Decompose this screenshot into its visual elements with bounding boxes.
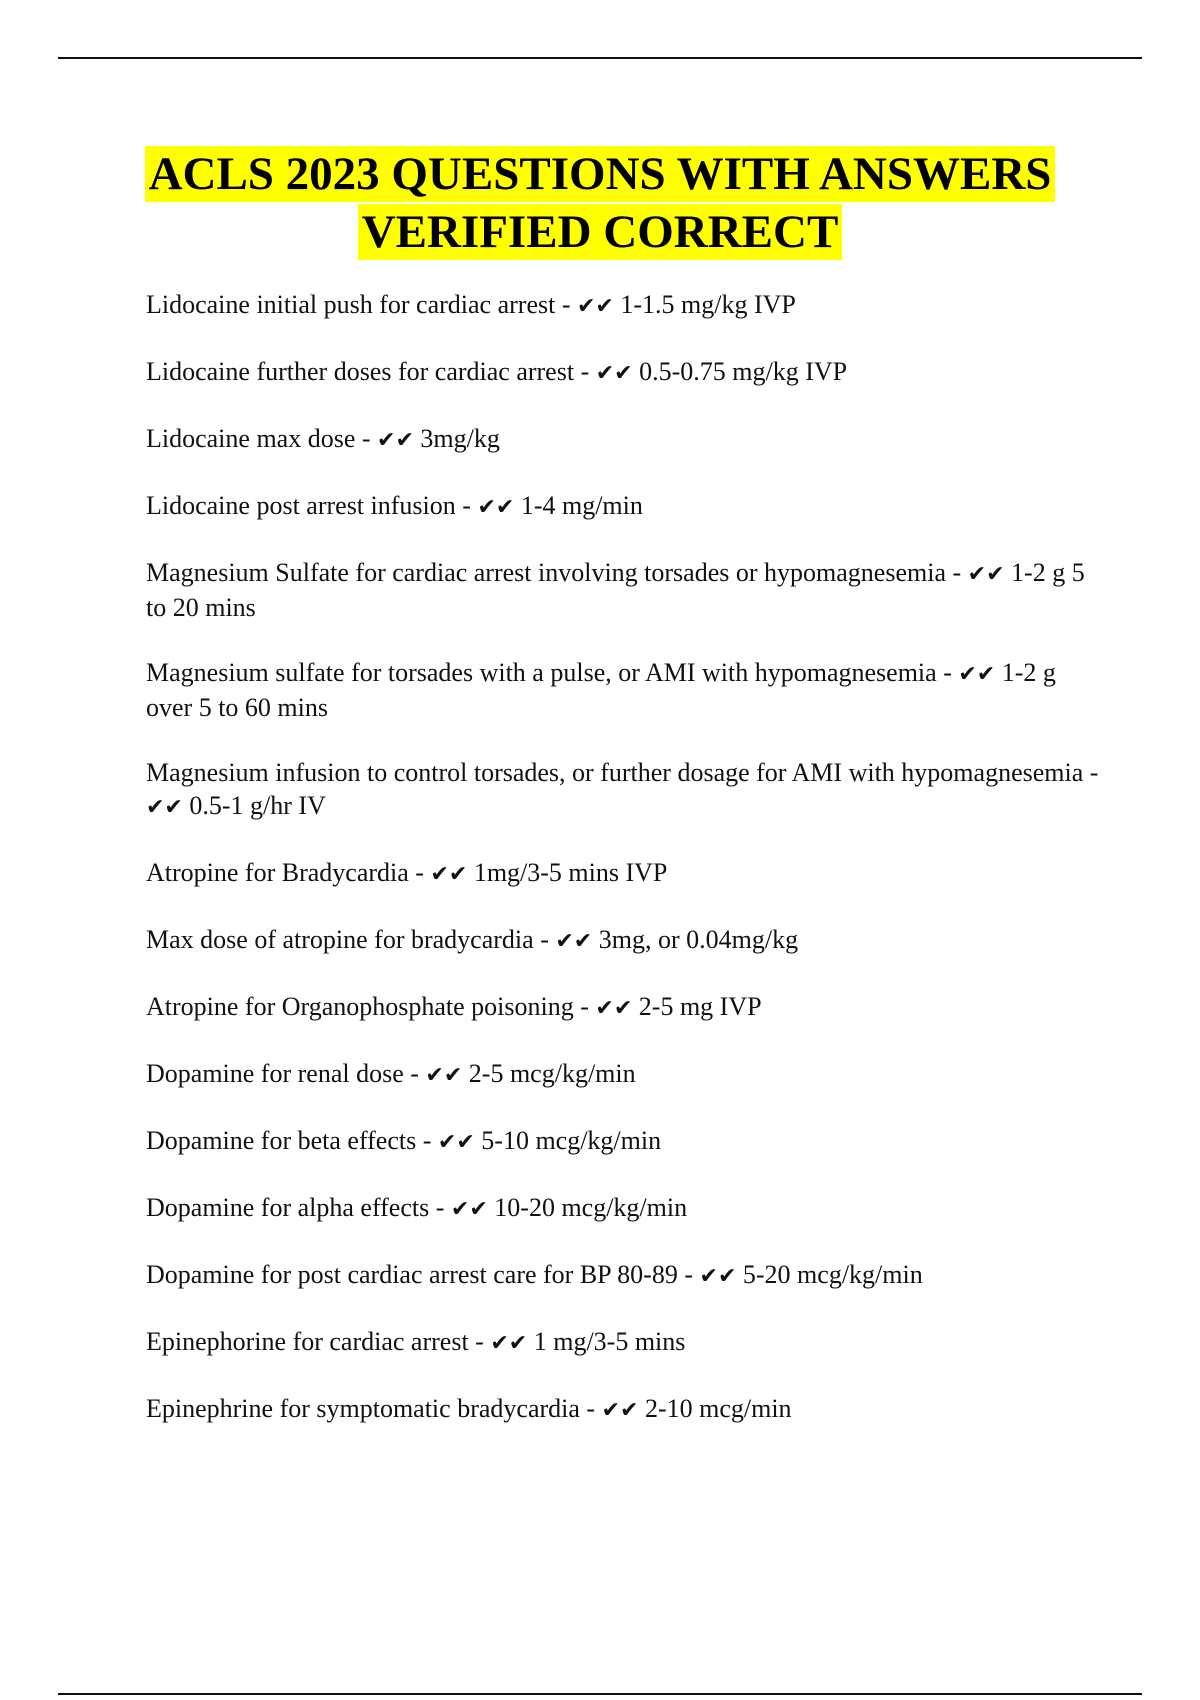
separator: - bbox=[574, 357, 596, 386]
separator: - bbox=[416, 1126, 438, 1155]
question-text: Atropine for Organophosphate poisoning bbox=[146, 992, 574, 1021]
double-check-icon: ✔✔ bbox=[699, 1264, 737, 1289]
question-text: Magnesium Sulfate for cardiac arrest involving torsades or hypomagnesemia bbox=[146, 558, 946, 587]
question-text: Lidocaine max dose bbox=[146, 424, 356, 453]
answer-text: 1-2 g over 5 to 60 mins bbox=[146, 658, 1056, 722]
question-text: Max dose of atropine for bradycardia bbox=[146, 925, 534, 954]
qa-item bbox=[146, 756, 1106, 824]
double-check-icon: ✔✔ bbox=[450, 1197, 488, 1222]
answer-text: 2-5 mcg/kg/min bbox=[468, 1059, 636, 1088]
qa-list bbox=[146, 288, 1106, 1459]
answer-text: 3mg/kg bbox=[420, 424, 500, 453]
bottom-rule bbox=[58, 1693, 1142, 1695]
question-text: Lidocaine post arrest infusion bbox=[146, 491, 456, 520]
qa-item bbox=[146, 1191, 1106, 1226]
separator: - bbox=[468, 1327, 491, 1356]
answer-text: 2-5 mg IVP bbox=[638, 992, 762, 1021]
qa-item bbox=[146, 1258, 1106, 1293]
answer-text: 1-2 g 5 to 20 mins bbox=[146, 558, 1085, 622]
answer-text: 0.5-1 g/hr IV bbox=[189, 791, 326, 820]
separator: - bbox=[355, 424, 378, 453]
separator: - bbox=[573, 992, 596, 1021]
qa-item bbox=[146, 288, 1106, 323]
qa-item bbox=[146, 856, 1106, 891]
question-text: Dopamine for post cardiac arrest care for BP 80-89 bbox=[146, 1260, 678, 1289]
answer-text: 10-20 mcg/kg/min bbox=[494, 1193, 688, 1222]
qa-item bbox=[146, 355, 1106, 390]
double-check-icon: ✔✔ bbox=[595, 996, 633, 1021]
qa-item bbox=[146, 923, 1106, 958]
separator: - bbox=[555, 290, 577, 319]
separator: - bbox=[579, 1394, 602, 1423]
answer-text: 5-10 mcg/kg/min bbox=[481, 1126, 662, 1155]
answer-text: 1 mg/3-5 mins bbox=[533, 1327, 686, 1356]
document-title bbox=[0, 146, 1200, 262]
qa-item bbox=[146, 489, 1106, 524]
question-text: Dopamine for renal dose bbox=[146, 1059, 404, 1088]
double-check-icon: ✔✔ bbox=[577, 294, 614, 319]
double-check-icon: ✔✔ bbox=[430, 862, 468, 887]
double-check-icon: ✔✔ bbox=[146, 795, 183, 820]
question-text: Dopamine for alpha effects bbox=[146, 1193, 430, 1222]
answer-text: 3mg, or 0.04mg/kg bbox=[598, 925, 799, 954]
double-check-icon: ✔✔ bbox=[490, 1331, 528, 1356]
double-check-icon: ✔✔ bbox=[437, 1130, 475, 1155]
separator: - bbox=[945, 558, 968, 587]
answer-text: 1-1.5 mg/kg IVP bbox=[620, 290, 796, 319]
qa-item bbox=[146, 1325, 1106, 1360]
qa-item bbox=[146, 556, 1106, 624]
question-text: Lidocaine initial push for cardiac arrest bbox=[146, 290, 556, 319]
separator: - bbox=[403, 1059, 426, 1088]
qa-item bbox=[146, 1057, 1106, 1092]
top-rule bbox=[58, 57, 1142, 59]
separator: - bbox=[455, 491, 478, 520]
question-text: Lidocaine further doses for cardiac arrest bbox=[146, 357, 575, 386]
question-text: Magnesium sulfate for torsades with a pulse, or AMI with hypomagnesemia bbox=[146, 658, 937, 687]
separator: - bbox=[1083, 758, 1099, 787]
question-text: Atropine for Bradycardia bbox=[146, 858, 409, 887]
title-line-2: VERIFIED CORRECT bbox=[358, 204, 843, 260]
separator: - bbox=[533, 925, 556, 954]
question-text: Epinephrine for symptomatic bradycardia bbox=[146, 1394, 580, 1423]
answer-text: 2-10 mcg/min bbox=[644, 1394, 792, 1423]
double-check-icon: ✔✔ bbox=[595, 361, 633, 386]
separator: - bbox=[677, 1260, 700, 1289]
qa-item bbox=[146, 656, 1106, 724]
double-check-icon: ✔✔ bbox=[958, 662, 996, 687]
qa-item bbox=[146, 990, 1106, 1025]
answer-text: 1-4 mg/min bbox=[520, 491, 643, 520]
double-check-icon: ✔✔ bbox=[967, 562, 1005, 587]
double-check-icon: ✔✔ bbox=[477, 495, 515, 520]
qa-item bbox=[146, 1392, 1106, 1427]
separator: - bbox=[408, 858, 431, 887]
double-check-icon: ✔✔ bbox=[555, 929, 593, 954]
answer-text: 0.5-0.75 mg/kg IVP bbox=[639, 357, 848, 386]
separator: - bbox=[429, 1193, 451, 1222]
double-check-icon: ✔✔ bbox=[377, 428, 414, 453]
title-line-1: ACLS 2023 QUESTIONS WITH ANSWERS bbox=[145, 146, 1056, 202]
question-text: Magnesium infusion to control torsades, or further dosage for AMI with hypomagnesemia bbox=[146, 758, 1084, 787]
question-text: Dopamine for beta effects bbox=[146, 1126, 417, 1155]
qa-item bbox=[146, 422, 1106, 457]
double-check-icon: ✔✔ bbox=[425, 1063, 463, 1088]
qa-item bbox=[146, 1124, 1106, 1159]
answer-text: 5-20 mcg/kg/min bbox=[742, 1260, 923, 1289]
double-check-icon: ✔✔ bbox=[601, 1398, 639, 1423]
separator: - bbox=[936, 658, 959, 687]
question-text: Epinephorine for cardiac arrest bbox=[146, 1327, 469, 1356]
answer-text: 1mg/3-5 mins IVP bbox=[473, 858, 668, 887]
